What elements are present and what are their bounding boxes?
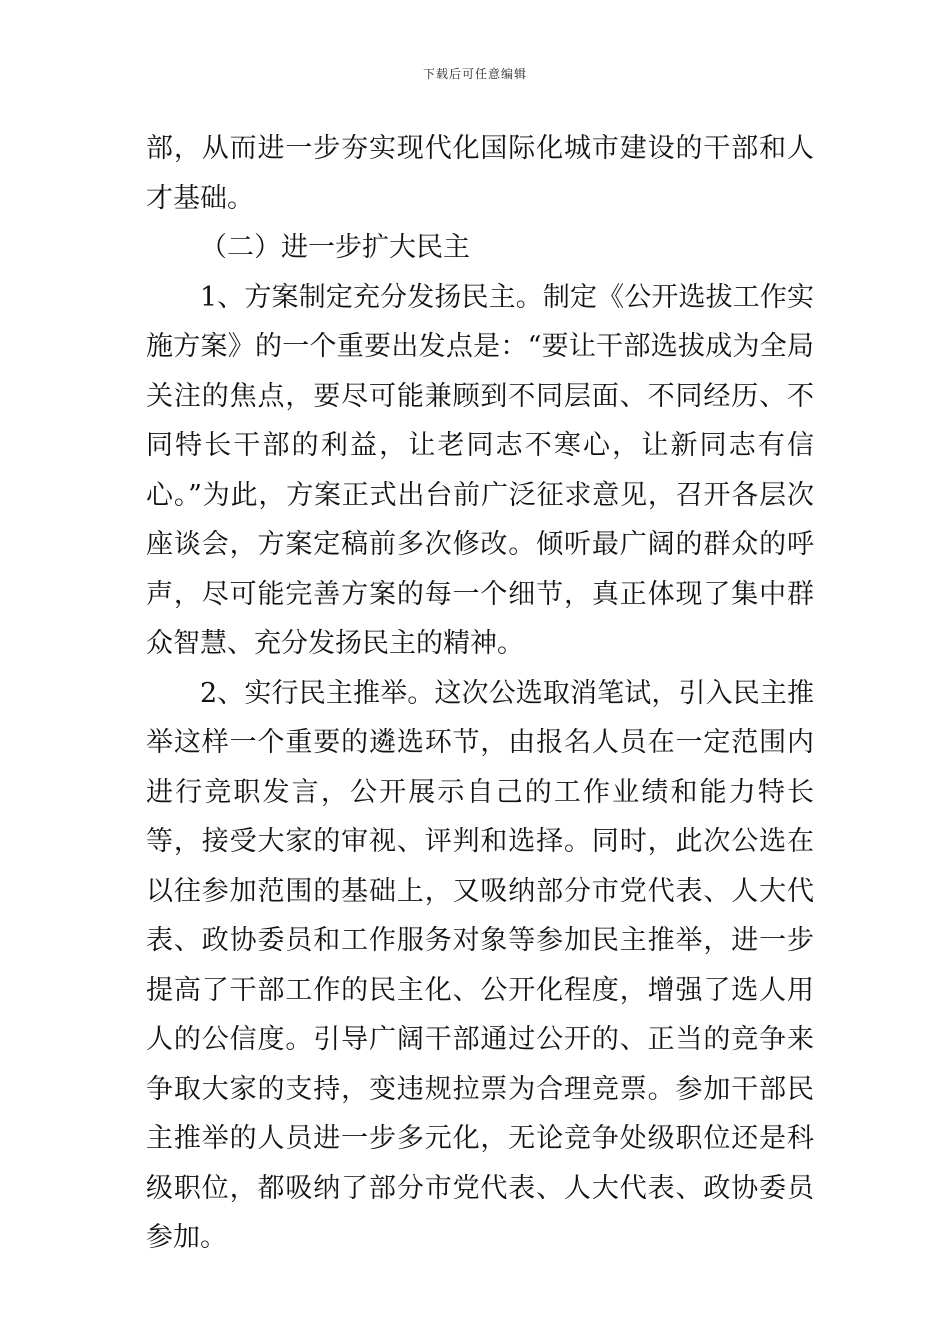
paragraph-continuation: 部，从而进一步夯实现代化国际化城市建设的干部和人才基础。: [146, 133, 814, 214]
paragraph-1: 1、方案制定充分发扬民主。制定《公开选拔工作实施方案》的一个重要出发点是：“要让干部选拔成为全局关注的焦点，要尽可能兼顾到不同层面、不同经历、不同特长干部的利益，让老同志不寒心，让新同志有信心。”为此，方案正式出台前广泛征求意见，召开各层次座谈会，方案定稿前多次修改。倾听最广阔的群众的呼声，尽可能完善方案的每一个细节，真正体现了集中群众智慧、充分发扬民主的精神。: [146, 281, 814, 659]
section-heading: （二）进一步扩大民主: [200, 232, 470, 263]
page-header-note: 下载后可任意编辑: [422, 67, 527, 81]
paragraph-2: 2、实行民主推举。这次公选取消笔试，引入民主推举这样一个重要的遴选环节，由报名人员在一定范围内进行竞职发言，公开展示自己的工作业绩和能力特长等，接受大家的审视、评判和选择。同时，此次公选在以往参加范围的基础上，又吸纳部分市党代表、人大代表、政协委员和工作服务对象等参加民主推举，进一步提高了干部工作的民主化、公开化程度，增强了选人用人的公信度。引导广阔干部通过公开的、正当的竞争来争取大家的支持，变违规拉票为合理竞票。参加干部民主推举的人员进一步多元化，无论竞争处级职位还是科级职位，都吸纳了部分市党代表、人大代表、政协委员参加。: [146, 677, 814, 1253]
document-body: [146, 124, 814, 1263]
